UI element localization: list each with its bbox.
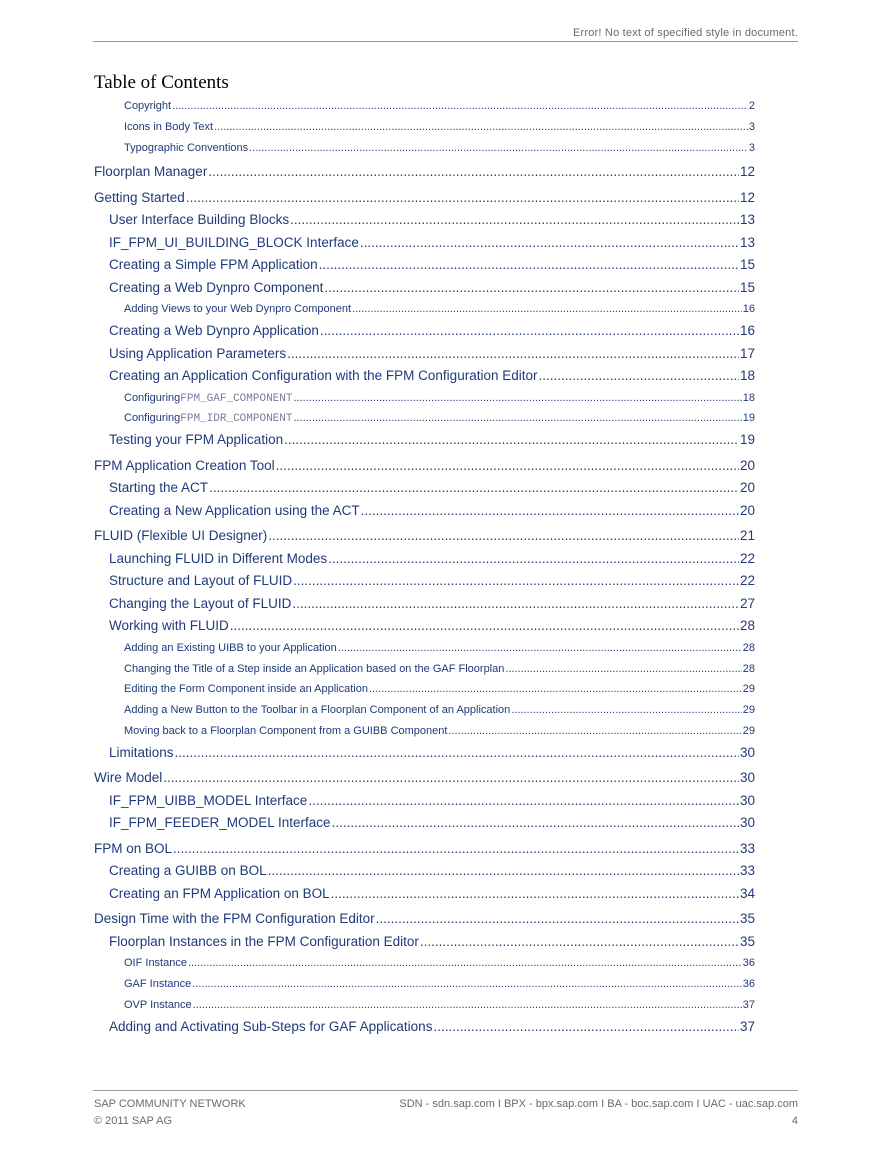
toc-entry-page: 18 [742,391,755,404]
toc-entry-title: Changing the Title of a Step inside an Application based on the GAF Floorplan [124,662,505,675]
footer-copyright: © 2011 SAP AG [94,1115,173,1127]
footer-network: SAP COMMUNITY NETWORK [94,1098,246,1110]
toc-leader-dots [287,343,739,366]
toc-entry[interactable] [94,500,755,523]
toc-entry-title: Configuring [124,391,181,404]
toc-entry[interactable] [94,138,755,159]
toc-entry-page: 15 [739,257,755,273]
toc-entry[interactable] [94,570,755,593]
toc-entry-page: 19 [739,432,755,448]
toc-entry[interactable] [94,408,755,429]
toc-leader-dots [448,721,741,742]
toc-entry[interactable] [94,974,755,995]
toc-entry-title: Floorplan Instances in the FPM Configuration Editor [109,933,419,949]
toc-entry-title: FPM Application Creation Tool [94,457,275,473]
toc-leader-dots [290,209,739,232]
toc-entry-title: IF_FPM_UI_BUILDING_BLOCK Interface [109,234,359,250]
toc-entry[interactable] [94,96,755,117]
toc-entry-page: 33 [739,840,755,856]
toc-entry[interactable] [94,299,755,320]
toc-entry-title: Creating an FPM Application on BOL [109,885,330,901]
toc-leader-dots [328,548,739,571]
toc-leader-dots [293,408,741,429]
toc-leader-dots [324,277,739,300]
toc-entry[interactable] [94,429,755,452]
toc-entry[interactable] [94,548,755,571]
toc-leader-dots [268,525,739,548]
toc-entry[interactable] [94,525,755,548]
toc-entry[interactable] [94,908,755,931]
toc-entry-title: Working with FLUID [109,618,229,634]
toc-entry-page: 3 [748,141,755,154]
toc-entry[interactable] [94,277,755,300]
toc-entry-title: Typographic Conventions [124,141,249,154]
toc-entry-page: 2 [748,100,755,112]
toc-entry-page: 16 [739,323,755,339]
toc-entry[interactable] [94,161,755,184]
toc-entry-page: 21 [739,528,755,544]
toc-leader-dots [376,908,739,931]
toc-leader-dots [208,161,739,184]
toc-entry-page: 35 [739,933,755,949]
toc-entry-code: FPM_GAF_COMPONENT [180,392,293,405]
toc-entry-page: 30 [739,792,755,808]
toc-entry-page: 36 [742,978,755,991]
table-of-contents [94,96,755,1038]
toc-entry-page: 27 [739,595,755,611]
toc-entry-page: 33 [739,863,755,879]
toc-entry[interactable] [94,615,755,638]
toc-entry-title: Floorplan Manager [94,164,208,180]
toc-entry[interactable] [94,232,755,255]
toc-leader-dots [173,838,739,861]
toc-entry-code: FPM_IDR_COMPONENT [180,413,293,426]
toc-entry-title: Limitations [109,744,174,760]
toc-leader-dots [511,700,741,721]
toc-entry-title: Creating a Web Dynpro Application [109,323,319,339]
header-text: Error! No text of specified style in document. [572,27,798,39]
toc-leader-dots [186,187,739,210]
header-divider [93,41,798,42]
toc-entry-title: Starting the ACT [109,480,209,496]
toc-entry-page: 3 [748,120,755,133]
toc-entry-page: 29 [742,724,755,737]
toc-entry-page: 28 [742,641,755,654]
toc-entry-title: IF_FPM_UIBB_MODEL Interface [109,792,308,808]
toc-entry[interactable] [94,1016,755,1039]
toc-entry-page: 16 [742,303,755,316]
toc-entry[interactable] [94,455,755,478]
toc-entry[interactable] [94,320,755,343]
toc-leader-dots [284,429,739,452]
toc-leader-dots [193,995,742,1016]
toc-leader-dots [319,254,739,277]
toc-entry[interactable] [94,812,755,835]
toc-entry[interactable] [94,721,755,742]
toc-leader-dots [188,953,742,974]
toc-leader-dots [320,320,739,343]
toc-entry[interactable] [94,638,755,659]
toc-entry[interactable] [94,953,755,974]
toc-entry[interactable] [94,679,755,700]
toc-leader-dots [175,742,739,765]
toc-entry-title: Adding a New Button to the Toolbar in a Floorplan Component of an Application [124,704,511,717]
toc-leader-dots [360,232,739,255]
toc-entry[interactable] [94,365,755,388]
toc-entry[interactable] [94,860,755,883]
toc-entry-page: 20 [739,480,755,496]
toc-entry[interactable] [94,931,755,954]
toc-leader-dots [352,299,742,320]
toc-leader-dots [209,477,739,500]
toc-entry-page: 19 [742,412,755,425]
toc-entry[interactable] [94,343,755,366]
toc-entry-title: User Interface Building Blocks [109,212,290,228]
toc-entry[interactable] [94,790,755,813]
toc-entry-title: Creating an Application Configuration with the FPM Configuration Editor [109,368,538,384]
toc-entry-title: Using Application Parameters [109,345,287,361]
toc-entry-page: 17 [739,345,755,361]
toc-entry-page: 30 [739,815,755,831]
toc-entry-title: IF_FPM_FEEDER_MODEL Interface [109,815,331,831]
toc-entry[interactable] [94,767,755,790]
toc-entry-page: 29 [742,704,755,717]
toc-entry-title: Icons in Body Text [124,120,214,133]
toc-entry[interactable] [94,477,755,500]
toc-entry-title: OIF Instance [124,957,187,970]
toc-entry-page: 22 [739,573,755,589]
toc-entry-title: Creating a Web Dynpro Component [109,279,324,295]
toc-entry-title: OVP Instance [124,998,192,1011]
toc-entry-title: Design Time with the FPM Configuration Editor [94,911,375,927]
toc-leader-dots [361,500,739,523]
toc-leader-dots [332,812,739,835]
toc-entry-page: 36 [742,957,755,970]
toc-leader-dots [420,931,739,954]
toc-entry-page: 22 [739,550,755,566]
toc-entry-page: 18 [739,368,755,384]
toc-entry-page: 12 [739,189,755,205]
toc-entry-title: Launching FLUID in Different Modes [109,550,328,566]
toc-entry-title: GAF Instance [124,978,192,991]
footer-divider [93,1090,798,1091]
toc-entry-page: 30 [739,770,755,786]
toc-title: Table of Contents [94,72,229,93]
toc-entry-page: 20 [739,502,755,518]
toc-leader-dots [293,570,739,593]
toc-entry[interactable] [94,187,755,210]
toc-entry-page: 35 [739,911,755,927]
toc-entry[interactable] [94,117,755,138]
toc-entry[interactable] [94,659,755,680]
toc-entry-page: 13 [739,212,755,228]
toc-entry-page: 15 [739,279,755,295]
toc-leader-dots [505,659,741,680]
toc-entry[interactable] [94,742,755,765]
toc-leader-dots [230,615,739,638]
toc-entry-title: Creating a GUIBB on BOL [109,863,267,879]
toc-leader-dots [214,117,748,138]
toc-leader-dots [249,138,748,159]
toc-leader-dots [331,883,739,906]
toc-entry-page: 28 [742,662,755,675]
toc-leader-dots [163,767,739,790]
toc-entry-title: Getting Started [94,189,185,205]
toc-leader-dots [338,638,742,659]
toc-entry[interactable] [94,883,755,906]
toc-entry-page: 37 [742,998,755,1011]
toc-entry-title: Structure and Layout of FLUID [109,573,293,589]
toc-entry-title: Wire Model [94,770,163,786]
toc-entry-page: 30 [739,744,755,760]
toc-leader-dots [293,388,741,409]
toc-entry-title: Changing the Layout of FLUID [109,595,292,611]
toc-entry-title: Copyright [124,100,172,112]
toc-entry-page: 34 [739,885,755,901]
toc-entry-page: 28 [739,618,755,634]
toc-leader-dots [268,860,739,883]
toc-entry[interactable] [94,254,755,277]
toc-leader-dots [172,96,748,117]
toc-entry[interactable] [94,995,755,1016]
toc-entry[interactable] [94,838,755,861]
toc-entry-page: 20 [739,457,755,473]
toc-entry-title: Adding and Activating Sub-Steps for GAF Applications [109,1018,433,1034]
toc-entry-title: Creating a Simple FPM Application [109,257,318,273]
toc-entry-page: 13 [739,234,755,250]
toc-entry-title: FLUID (Flexible UI Designer) [94,528,268,544]
toc-leader-dots [292,593,739,616]
toc-entry[interactable] [94,209,755,232]
toc-entry-title: Testing your FPM Application [109,432,284,448]
toc-leader-dots [192,974,741,995]
toc-entry-title: Creating a New Application using the ACT [109,502,360,518]
toc-leader-dots [276,455,739,478]
toc-entry[interactable] [94,593,755,616]
toc-entry[interactable] [94,388,755,409]
toc-leader-dots [369,679,742,700]
toc-entry-title: Editing the Form Component inside an Application [124,683,368,696]
toc-leader-dots [433,1016,739,1039]
toc-entry[interactable] [94,700,755,721]
toc-entry-title: Moving back to a Floorplan Component from a GUIBB Component [124,724,448,737]
toc-leader-dots [539,365,739,388]
toc-entry-page: 29 [742,683,755,696]
toc-entry-title: Adding an Existing UIBB to your Application [124,641,337,654]
toc-entry-title: Configuring [124,412,181,425]
toc-entry-page: 37 [739,1018,755,1034]
toc-leader-dots [308,790,739,813]
toc-entry-page: 12 [739,164,755,180]
page-number: 4 [791,1115,798,1127]
footer-links: SDN - sdn.sap.com I BPX - bpx.sap.com I BA - boc.sap.com I UAC - uac.sap.com [399,1098,798,1110]
toc-entry-title: FPM on BOL [94,840,173,856]
toc-entry-title: Adding Views to your Web Dynpro Component [124,303,352,316]
